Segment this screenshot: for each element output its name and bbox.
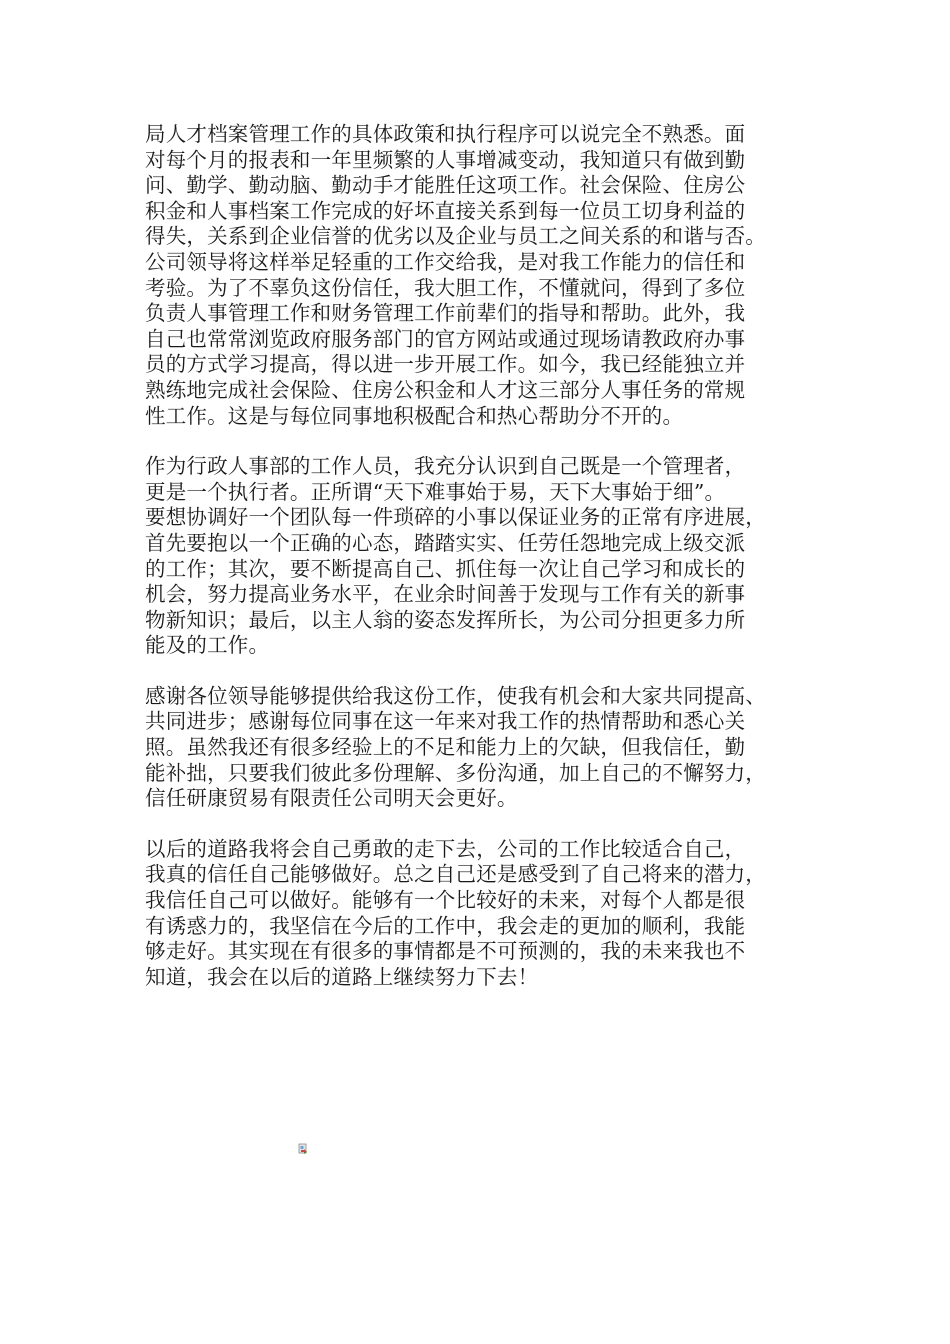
text-line: 能补拙，只要我们彼此多份理解、多份沟通，加上自己的不懈努力， xyxy=(145,760,766,785)
text-line: 首先要抱以一个正确的心态，踏踏实实、任劳任怨地完成上级交派 xyxy=(145,530,746,555)
broken-image-icon xyxy=(298,1143,309,1155)
text-line: 负责人事管理工作和财务管理工作前辈们的指导和帮助。此外，我 xyxy=(145,301,746,326)
text-line: 得失，关系到企业信誉的优劣以及企业与员工之间关系的和谐与否。 xyxy=(145,224,766,249)
text-line: 员的方式学习提高，得以进一步开展工作。如今，我已经能独立并 xyxy=(145,352,746,377)
text-line: 物新知识；最后，以主人翁的姿态发挥所长，为公司分担更多力所 xyxy=(145,607,746,632)
text-line: 共同进步；感谢每位同事在这一年来对我工作的热情帮助和悉心关 xyxy=(145,709,746,734)
paragraph-future xyxy=(145,837,835,991)
paragraph-archive-work xyxy=(145,122,835,429)
text-line: 能及的工作。 xyxy=(145,633,270,658)
paragraph-role-awareness xyxy=(145,454,835,659)
text-line: 机会，努力提高业务水平，在业余时间善于发现与工作有关的新事 xyxy=(145,582,746,607)
text-line: 有诱惑力的，我坚信在今后的工作中，我会走的更加的顺利，我能 xyxy=(145,913,746,938)
text-line: 熟练地完成社会保险、住房公积金和人才这三部分人事任务的常规 xyxy=(145,377,746,402)
text-line: 够走好。其实现在有很多的事情都是不可预测的，我的未来我也不 xyxy=(145,939,746,964)
text-line: 考验。为了不辜负这份信任，我大胆工作，不懂就问，得到了多位 xyxy=(145,275,746,300)
text-line: 感谢各位领导能够提供给我这份工作，使我有机会和大家共同提高、 xyxy=(145,683,766,708)
text-line: 性工作。这是与每位同事地积极配合和热心帮助分不开的。 xyxy=(145,403,684,428)
document-body xyxy=(145,122,835,1015)
text-line: 我信任自己可以做好。能够有一个比较好的未来，对每个人都是很 xyxy=(145,888,746,913)
text-line: 要想协调好一个团队每一件琐碎的小事以保证业务的正常有序进展， xyxy=(145,505,766,530)
text-line: 信任研康贸易有限责任公司明天会更好。 xyxy=(145,786,518,811)
text-line: 公司领导将这样举足轻重的工作交给我，是对我工作能力的信任和 xyxy=(145,249,746,274)
text-line: 问、勤学、勤动脑、勤动手才能胜任这项工作。社会保险、住房公 xyxy=(145,173,746,198)
text-line: 照。虽然我还有很多经验上的不足和能力上的欠缺，但我信任，勤 xyxy=(145,735,746,760)
text-line: 以后的道路我将会自己勇敢的走下去，公司的工作比较适合自己， xyxy=(145,836,746,861)
text-line: 对每个月的报表和一年里频繁的人事增减变动，我知道只有做到勤 xyxy=(145,147,746,172)
text-line: 更是一个执行者。正所谓“天下难事始于易，天下大事始于细”。 xyxy=(145,479,726,504)
text-line: 局人才档案管理工作的具体政策和执行程序可以说完全不熟悉。面 xyxy=(145,122,746,146)
text-line: 知道，我会在以后的道路上继续努力下去！ xyxy=(145,964,539,989)
paragraph-thanks xyxy=(145,684,835,812)
text-line: 的工作；其次，要不断提高自己、抓住每一次让自己学习和成长的 xyxy=(145,556,746,581)
text-line: 作为行政人事部的工作人员，我充分认识到自己既是一个管理者， xyxy=(145,454,746,479)
text-line: 自己也常常浏览政府服务部门的官方网站或通过现场请教政府办事 xyxy=(145,326,746,351)
text-line: 我真的信任自己能够做好。总之自己还是感受到了自己将来的潜力， xyxy=(145,862,766,887)
text-line: 积金和人事档案工作完成的好坏直接关系到每一位员工切身利益的 xyxy=(145,198,746,223)
